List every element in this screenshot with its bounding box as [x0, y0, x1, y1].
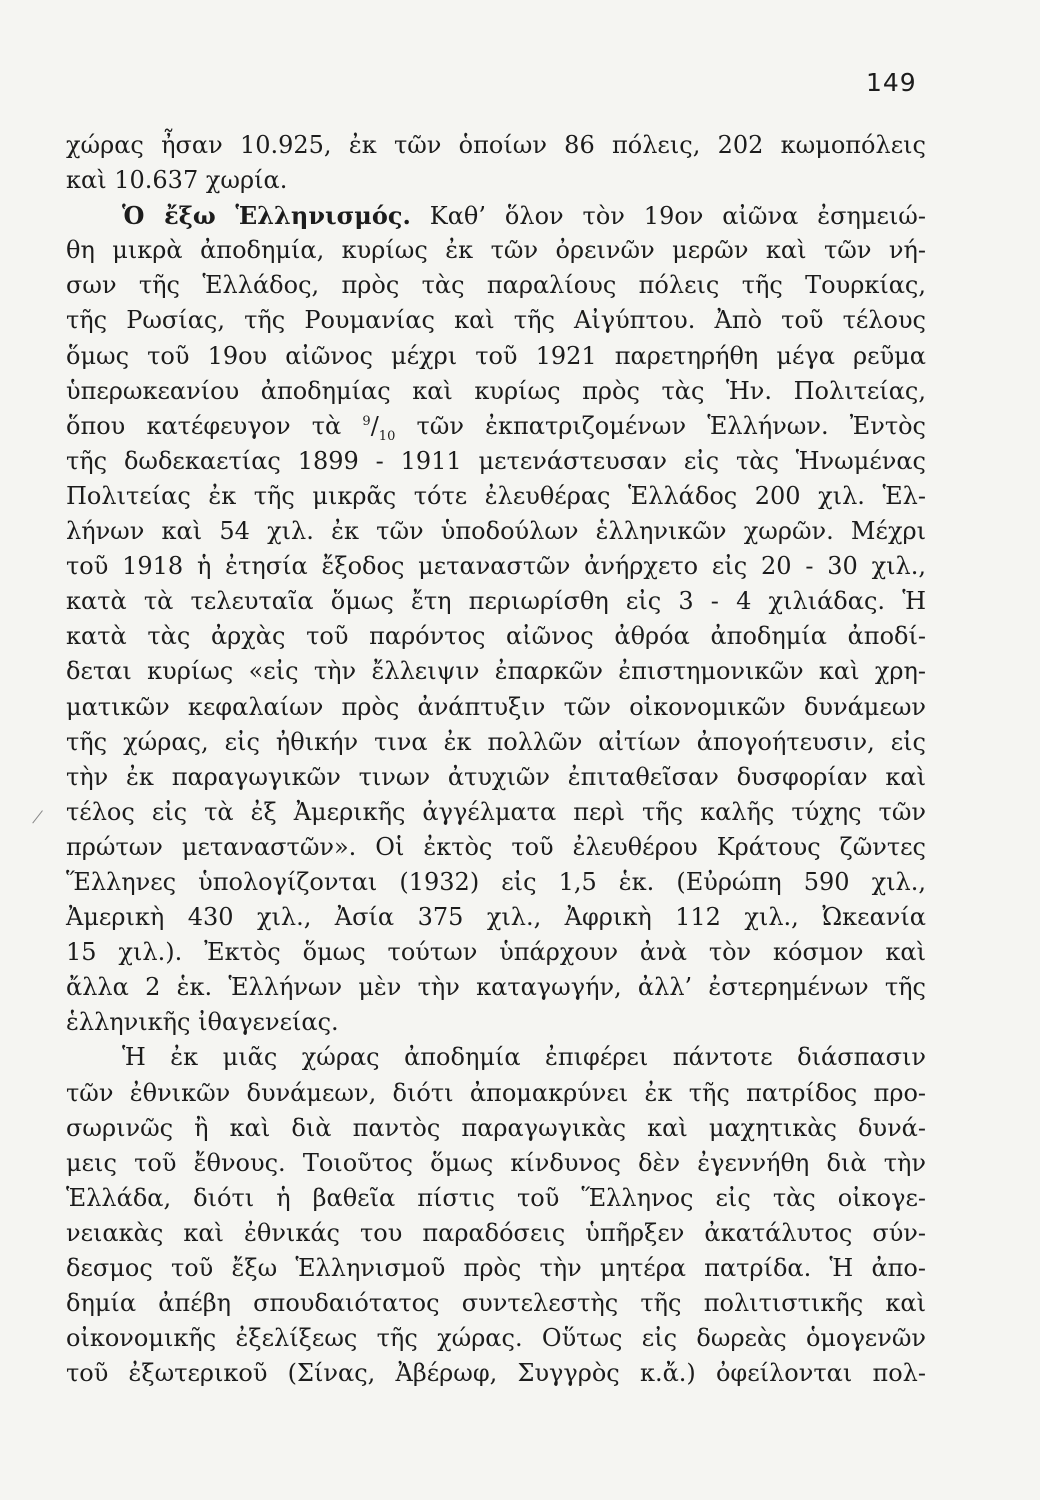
text-line: καὶ 10.637 χωρία. [66, 166, 288, 195]
text-line: ἄλλα 2 ἑκ. Ἑλλήνων μὲν τὴν καταγωγήν, ἀλλ’ ἐστερημένων τῆς [66, 973, 926, 1002]
text-line: ὅμως τοῦ 19ου αἰῶνος μέχρι τοῦ 1921 παρετηρήθη μέγα ρεῦμα [66, 341, 926, 370]
text-line: ματικῶν κεφαλαίων πρὸς ἀνάπτυξιν τῶν οἰκονομικῶν δυνάμεων [66, 692, 926, 721]
text-line: Πολιτείας ἐκ τῆς μικρᾶς τότε ἐλευθέρας Ἑλλάδος 200 χιλ. Ἑλ- [66, 481, 926, 510]
text-line: τῶν ἐθνικῶν δυνάμεων, διότι ἀπομακρύνει ἐκ τῆς πατρίδος προ- [66, 1078, 926, 1107]
text-line: δημία ἀπέβη σπουδαιότατος συντελεστὴς τῆς πολιτιστικῆς καὶ [66, 1289, 926, 1318]
text-fragment: τῶν ἐκπατριζομένων Ἑλλήνων. Ἐντὸς [395, 411, 926, 440]
text-line: σωρινῶς ἢ καὶ διὰ παντὸς παραγωγικὰς καὶ μαχητικὰς δυνά- [66, 1113, 926, 1142]
text-line: δεσμος τοῦ ἔξω Ἑλληνισμοῦ πρὸς τὴν μητέρα πατρίδα. Ἡ ἀπο- [66, 1254, 926, 1282]
text-line: τῆς χώρας, εἰς ἠθικήν τινα ἐκ πολλῶν αἰτίων ἀπογοήτευσιν, εἰς [66, 727, 926, 756]
page-number: 149 [866, 68, 917, 97]
text-line: θη μικρὰ ἀποδημία, κυρίως ἐκ τῶν ὀρεινῶν μερῶν καὶ τῶν νή- [66, 236, 926, 265]
text-line: πρώτων μεταναστῶν». Οἱ ἐκτὸς τοῦ ἐλευθέρου Κράτους ζῶντες [66, 832, 926, 861]
text-line: Ἀμερικὴ 430 χιλ., Ἀσία 375 χιλ., Ἀφρικὴ 112 χιλ., Ὠκεανία [66, 903, 926, 932]
text-line-with-fraction: ὅπου κατέφευγον τὰ $^9/_{10}$ τῶν ἐκπατριζομένων Ἑλλήνων. Ἐντὸς [66, 411, 926, 444]
text-line: τέλος εἰς τὰ ἐξ Ἀμερικῆς ἀγγέλματα περὶ τῆς καλῆς τύχης τῶν [66, 797, 926, 826]
text-line: νειακὰς καὶ ἐθνικάς του παραδόσεις ὑπῆρξεν ἀκατάλυτος σύν- [66, 1218, 926, 1247]
text-line: Ἑλλάδα, διότι ἡ βαθεῖα πίστις τοῦ Ἕλληνος εἰς τὰς οἰκογε- [66, 1183, 926, 1212]
text-line: τῆς Ρωσίας, τῆς Ρουμανίας καὶ τῆς Αἰγύπτου. Ἀπὸ τοῦ τέλους [66, 306, 926, 335]
text-line: κατὰ τὰ τελευταῖα ὅμως ἔτη περιωρίσθη εἰς 3 - 4 χιλιάδας. Ἡ [66, 587, 926, 616]
text-line: χώρας ἦσαν 10.925, ἐκ τῶν ὁποίων 86 πόλεις, 202 κωμοπόλεις [66, 131, 926, 159]
text-line: κατὰ τὰς ἀρχὰς τοῦ παρόντος αἰῶνος ἀθρόα ἀποδημία ἀποδί- [66, 622, 926, 651]
text-line: ὑπερωκεανίου ἀποδημίας καὶ κυρίως πρὸς τὰς Ἡν. Πολιτείας, [66, 376, 926, 405]
text-line: Ἕλληνες ὑπολογίζονται (1932) εἰς 1,5 ἑκ. (Εὐρώπη 590 χιλ., [66, 867, 926, 896]
section-heading: Ὁ ἔξω Ἑλληνισμός. [122, 201, 411, 231]
text-line: τοῦ ἐξωτερικοῦ (Σίνας, Ἀβέρωφ, Συγγρὸς κ.ἄ.) ὀφείλονται πολ- [66, 1359, 926, 1388]
text-line: σων τῆς Ἑλλάδος, πρὸς τὰς παραλίους πόλεις τῆς Τουρκίας, [66, 271, 926, 300]
text-line: τὴν ἐκ παραγωγικῶν τινων ἀτυχιῶν ἐπιταθεῖσαν δυσφορίαν καὶ [66, 762, 926, 791]
text-line: οἰκονομικῆς ἐξελίξεως τῆς χώρας. Οὕτως εἰς δωρεὰς ὁμογενῶν [66, 1324, 926, 1353]
text-fragment: Καθ’ ὅλον τὸν 19ον αἰῶνα ἐσημειώ- [429, 202, 926, 231]
fraction-denominator: 10 [378, 428, 396, 444]
text-line: 15 χιλ.). Ἐκτὸς ὅμως τούτων ὑπάρχουν ἀνὰ τὸν κόσμον καὶ [66, 938, 926, 967]
text-line: τῆς δωδεκαετίας 1899 - 1911 μετενάστευσαν εἰς τὰς Ἡνωμένας [66, 446, 926, 475]
text-line: λήνων καὶ 54 χιλ. ἐκ τῶν ὑποδούλων ἑλληνικῶν χωρῶν. Μέχρι [66, 517, 926, 546]
margin-pencil-mark [32, 810, 51, 829]
text-line: ἑλληνικῆς ἰθαγενείας. [66, 1008, 339, 1037]
text-line: τοῦ 1918 ἡ ἐτησία ἔξοδος μεταναστῶν ἀνήρχετο εἰς 20 - 30 χιλ., [66, 552, 926, 581]
section-heading-line [66, 198, 926, 233]
text-line: δεται κυρίως «εἰς τὴν ἔλλειψιν ἐπαρκῶν ἐπιστημονικῶν καὶ χρη- [66, 657, 926, 686]
fraction-numerator: 9 [362, 413, 371, 429]
text-fragment: ὅπου κατέφευγον τὰ [66, 411, 363, 440]
page-body-text [66, 128, 926, 1391]
text-line: μεις τοῦ ἔθνους. Τοιοῦτος ὅμως κίνδυνος δὲν ἐγεννήθη διὰ τὴν [66, 1148, 926, 1177]
text-line: Ἡ ἐκ μιᾶς χώρας ἀποδημία ἐπιφέρει πάντοτε διάσπασιν [122, 1043, 926, 1072]
